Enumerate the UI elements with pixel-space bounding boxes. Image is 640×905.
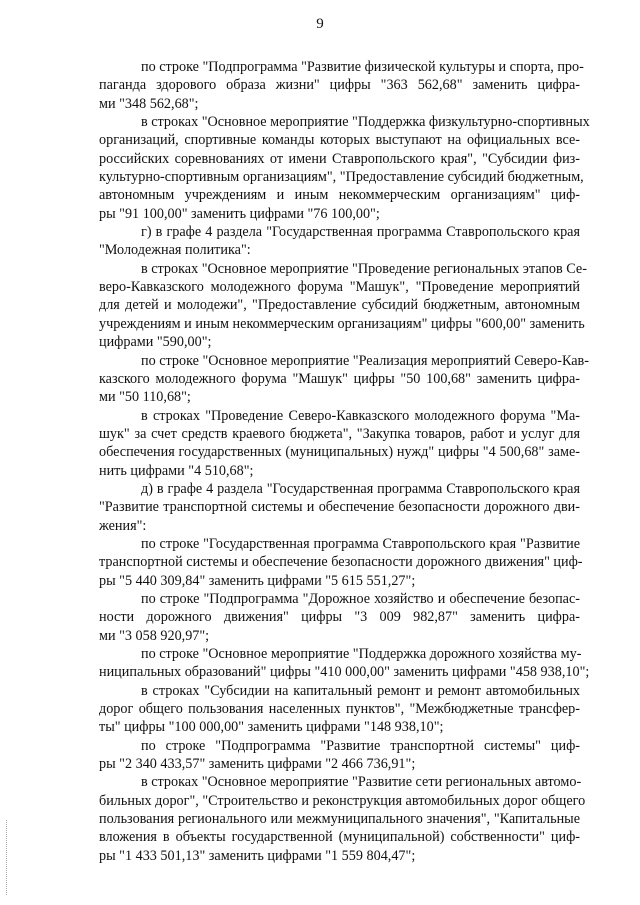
paragraph: [99, 480, 580, 535]
text-line: ты" цифры "100 000,00" заменить цифрами "148 938,10";: [99, 719, 444, 736]
paragraph: [99, 645, 590, 682]
paragraph: [99, 590, 580, 645]
text-line: ры "1 433 501,13" заменить цифрами "1 559 804,47";: [99, 847, 416, 864]
text-line: учреждениям и иным некоммерческим организациям" цифры "600,00" заменить: [99, 315, 585, 332]
text-line: ры "91 100,00" заменить цифрами "76 100,00";: [99, 205, 380, 222]
text-line: г) в графе 4 раздела "Государственная программа Ставропольского края: [141, 224, 580, 241]
text-line: ры "5 440 309,84" заменить цифрами "5 615 551,27";: [99, 572, 416, 589]
text-line: в строках "Основное мероприятие "Поддержка физкультурно-спортивных: [141, 114, 590, 131]
text-line: казского молодежного форума "Машук" цифры "50 100,68" заменить цифра-: [99, 370, 580, 387]
text-line: в строках "Основное мероприятие "Проведение региональных этапов Се-: [141, 260, 587, 277]
text-line: в строках "Основное мероприятие "Развитие сети региональных автомо-: [141, 774, 582, 791]
text-line: вложения в объекты государственной (муниципальной) собственности" циф-: [99, 829, 580, 846]
paragraph: [99, 535, 583, 590]
paragraph: [99, 682, 580, 737]
text-line: паганда здорового образа жизни" цифры "363 562,68" заменить цифра-: [99, 77, 580, 94]
paragraph: [99, 58, 584, 113]
text-line: автономным учреждениям и иным некоммерческим организациям" циф-: [99, 187, 580, 204]
text-line: "Развитие транспортной системы и обеспечение безопасности дорожного дви-: [99, 499, 580, 516]
text-line: цифрами "590,00";: [99, 334, 212, 351]
text-line: по строке "Подпрограмма "Развитие физической культуры и спорта, про-: [141, 59, 584, 75]
text-line: по строке "Государственная программа Ставропольского края "Развитие: [141, 535, 580, 552]
text-line: д) в графе 4 раздела "Государственная программа Ставропольского края: [141, 480, 580, 497]
text-line: ми "348 562,68";: [99, 95, 199, 112]
text-line: по строке "Основное мероприятие "Реализация мероприятий Северо-Кав-: [141, 352, 589, 369]
text-line: обеспечения государственных (муниципальных) нужд" цифры "4 500,68" заме-: [99, 444, 580, 461]
text-line: ми "3 058 920,97";: [99, 627, 210, 644]
text-line: по строке "Подпрограмма "Дорожное хозяйство и обеспечение безопас-: [141, 590, 580, 607]
page-number: 9: [316, 16, 324, 32]
text-line: "Молодежная политика":: [99, 242, 251, 259]
text-line: дорог общего пользования населенных пунктов", "Межбюджетные трансфер-: [99, 701, 580, 718]
document-body: [99, 58, 590, 865]
text-line: жения":: [99, 517, 147, 534]
text-line: российских соревнованиях от имени Ставропольского края", "Субсидии физ-: [99, 150, 580, 167]
text-line: в строках "Проведение Северо-Кавказского молодежного форума "Ма-: [141, 407, 580, 424]
text-line: по строке "Основное мероприятие "Поддержка дорожного хозяйства му-: [141, 646, 582, 662]
text-line: по строке "Подпрограмма "Развитие транспортной системы" циф-: [141, 737, 580, 754]
text-line: пользования регионального или межмуниципального значения", "Капитальные: [99, 811, 580, 828]
paragraph: [99, 352, 589, 407]
text-line: культурно-спортивным организациям", "Предоставление субсидий бюджетным,: [99, 169, 584, 186]
paragraph: [99, 223, 580, 260]
paragraph: [99, 260, 587, 352]
text-line: организаций, спортивные команды которых выступают на официальных все-: [99, 132, 580, 149]
paragraph: [99, 737, 580, 774]
text-line: бильных дорог", "Строительство и реконструкция автомобильных дорог общего: [99, 792, 586, 809]
text-line: ми "50 110,68";: [99, 389, 191, 406]
text-line: в строках "Субсидии на капитальный ремонт и ремонт автомобильных: [141, 682, 580, 699]
text-line: веро-Кавказского молодежного форума "Машук", "Проведение мероприятий: [99, 279, 580, 296]
text-line: для детей и молодежи", "Предоставление субсидий бюджетным, автономным: [99, 297, 580, 314]
paragraph: [99, 407, 580, 480]
text-line: ры "2 340 433,57" заменить цифрами "2 466 736,91";: [99, 756, 416, 773]
text-line: ности дорожного движения" цифры "3 009 982,87" заменить цифра-: [99, 609, 580, 626]
scan-margin-dots: [6, 820, 9, 895]
text-line: транспортной системы и обеспечение безопасности дорожного движения" циф-: [99, 554, 583, 571]
text-line: ниципальных образований" цифры "410 000,00" заменить цифрами "458 938,10";: [99, 664, 590, 681]
text-line: шук" за счет средств краевого бюджета", "Закупка товаров, работ и услуг для: [99, 425, 580, 442]
paragraph: [99, 113, 590, 223]
text-line: нить цифрами "4 510,68";: [99, 462, 254, 479]
paragraph: [99, 773, 586, 865]
